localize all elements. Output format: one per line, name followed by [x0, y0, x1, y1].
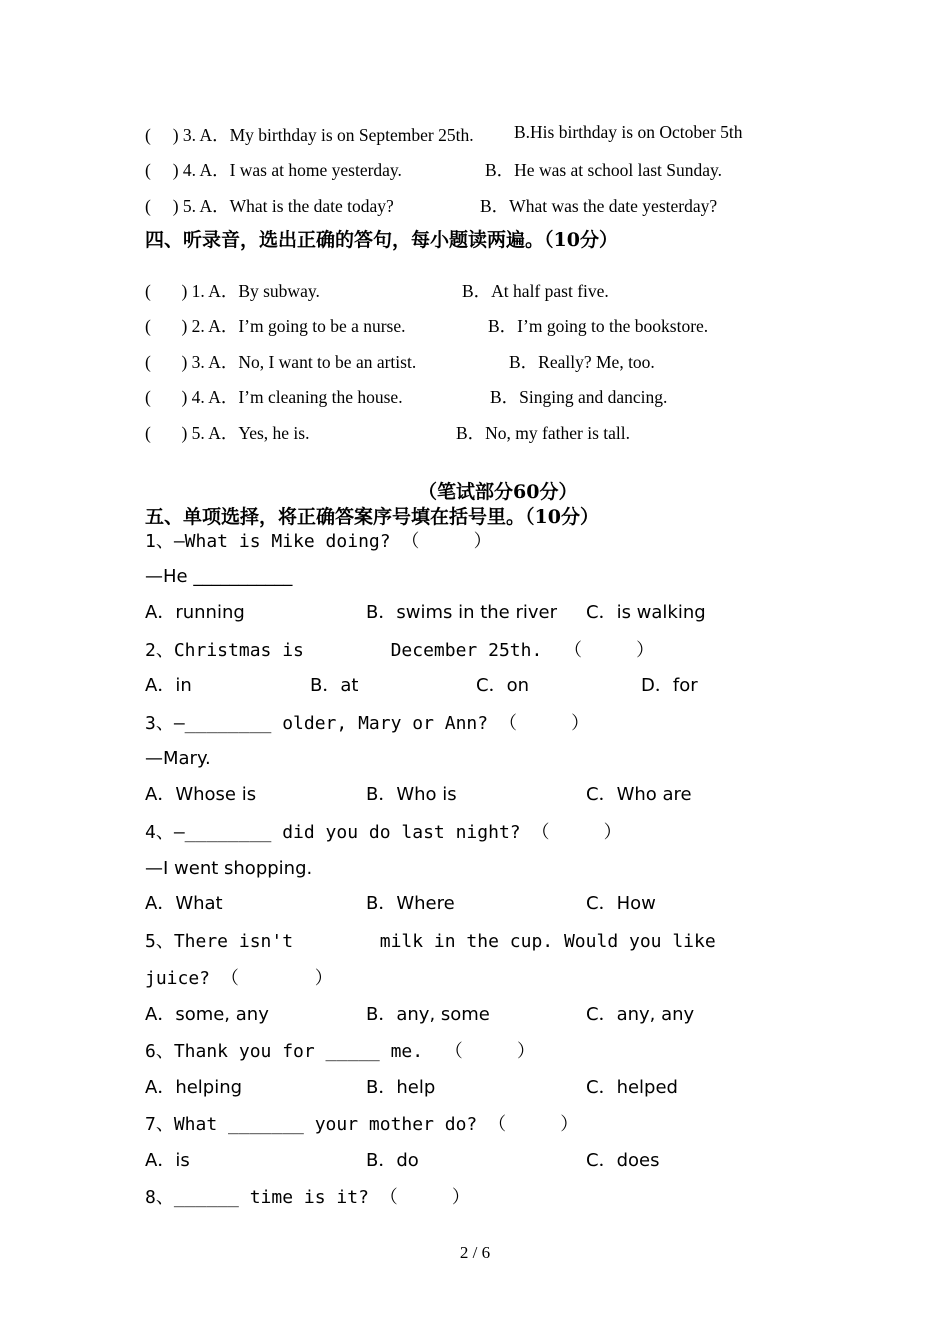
question-6-option-c: C．helped: [586, 1077, 678, 1098]
question-2-option-c: C．on: [476, 675, 529, 696]
question-1-option-a: A．running: [145, 602, 245, 623]
question-2-option-b: B．at: [310, 675, 359, 696]
question-3-option-c: C．Who are: [586, 784, 692, 805]
question-1-stem: 1、—What is Mike doing? （ ）: [145, 531, 492, 552]
listening-item-a: ( ) 1. A．By subway.: [145, 281, 320, 301]
question-5-stem: 5、There isn't milk in the cup. Would you like: [145, 931, 716, 952]
question-4-option-a: A．What: [145, 893, 223, 914]
listening-item-a: ( ) 5. A．Yes, he is.: [145, 423, 310, 443]
listening-item-b: B．Singing and dancing.: [490, 387, 668, 407]
listening-item-b: B．Really? Me, too.: [509, 352, 655, 372]
question-5-option-b: B．any, some: [366, 1004, 490, 1025]
listening-item-a: ( ) 2. A．I’m going to be a nurse.: [145, 316, 406, 336]
page-number: 2 / 6: [459, 1243, 491, 1262]
question-7-option-a: A．is: [145, 1150, 190, 1171]
question-6-stem: 6、Thank you for _____ me. （ ）: [145, 1041, 535, 1062]
question-1-answer-line: —He ___________: [145, 566, 293, 587]
section4-title: 四、听录音，选出正确的答句，每小题读两遍。（10分）: [145, 229, 618, 251]
question-7-stem: 7、What _______ your mother do? （ ）: [145, 1114, 579, 1135]
listening-item-a: ( ) 3. A．My birthday is on September 25th.: [145, 125, 474, 145]
listening-item-b: B．What was the date yesterday?: [480, 196, 718, 216]
question-2-option-d: D．for: [641, 675, 698, 696]
question-5-option-c: C．any, any: [586, 1004, 695, 1025]
question-2-stem: 2、Christmas is December 25th. （ ）: [145, 640, 655, 661]
section5-title: 五、单项选择，将正确答案序号填在括号里。（10分）: [145, 506, 599, 528]
question-8-stem: 8、______ time is it? （ ）: [145, 1187, 470, 1208]
question-6-option-a: A．helping: [145, 1077, 243, 1098]
question-4-option-b: B．Where: [366, 893, 455, 914]
listening-item-b: B．I’m going to the bookstore.: [488, 316, 709, 336]
question-7-option-b: B．do: [366, 1150, 419, 1171]
question-2-option-a: A．in: [145, 675, 192, 696]
question-6-option-b: B．help: [366, 1077, 436, 1098]
question-4-answer-line: —I went shopping.: [145, 858, 313, 879]
question-3-answer-line: —Mary.: [145, 748, 211, 769]
listening-item-a: ( ) 3. A．No, I want to be an artist.: [145, 352, 417, 372]
listening-item-b: B.His birthday is on October 5th: [514, 122, 743, 142]
listening-item-a: ( ) 4. A．I’m cleaning the house.: [145, 387, 403, 407]
listening-item-b: B．No, my father is tall.: [456, 423, 631, 443]
listening-item-a: ( ) 4. A．I was at home yesterday.: [145, 160, 402, 180]
question-3-stem: 3、—________ older, Mary or Ann? （ ）: [145, 713, 590, 734]
question-4-option-c: C．How: [586, 893, 656, 914]
listening-item-b: B．At half past five.: [462, 281, 609, 301]
question-1-option-c: C．is walking: [586, 602, 706, 623]
listening-item-a: ( ) 5. A．What is the date today?: [145, 196, 394, 216]
listening-item-b: B．He was at school last Sunday.: [485, 160, 723, 180]
question-3-option-a: A．Whose is: [145, 784, 257, 805]
written-part-heading: （笔试部分60分）: [418, 481, 578, 503]
question-1-option-b: B．swims in the river: [366, 602, 558, 623]
question-4-stem: 4、—________ did you do last night? （ ）: [145, 822, 622, 843]
question-3-option-b: B．Who is: [366, 784, 457, 805]
question-7-option-c: C．does: [586, 1150, 660, 1171]
question-5-stem-continued: juice? （ ）: [145, 968, 333, 989]
question-5-option-a: A．some, any: [145, 1004, 269, 1025]
